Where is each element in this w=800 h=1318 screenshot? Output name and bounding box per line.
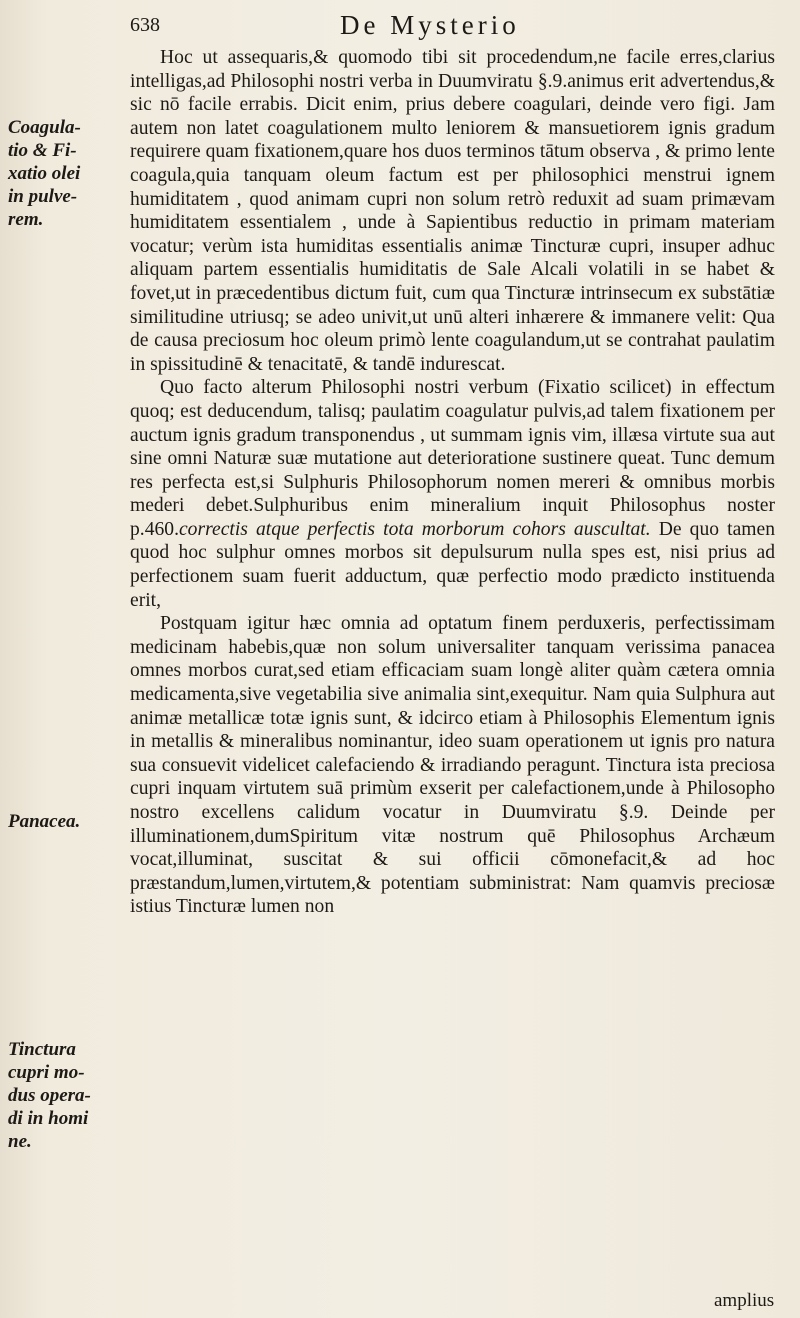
text-run: Hoc ut assequaris,& quomodo tibi sit procedendum,ne facile erres,clarius intelligas,ad Philosophi nostri verba in Duumviratu §.9.animus erit advertendus,& sic nō facile errabis. Dicit enim, prius debere coagulari, deinde vero figi. Jam autem non latet coagulationem multo leniorem & mansuetiorem ignis gradum requirere quam fixationem,quare hos duos terminos tātum observa , & primo lente coagula,quia tanquam oleum factum est per philosophici menstrui ignem humiditatem , quod animam cupri non solum retrò reduxit ad suam primævam humiditatem essentialem , unde à Sapientibus reductio in primam materiam vocatur; verùm ista humiditas essentialis animæ Tincturæ cupri, insuper adhuc aliquam partem essentialis humiditatis de Sale Alcali volatili in se habet & fovet,ut in præcedentibus dictum fuit, cum qua Tincturæ intrinsecum ex substātiæ similitudine utriusq; se adeo univit,ut unū alteri inhærere & immanere velit: Qua de causa preciosum hoc oleum primò lente coagulandum,ut se contrahat paulatim in spissitudinē & tenacitatē, & tandē indurescat. [130, 47, 775, 375]
body-text [130, 46, 775, 919]
running-title: De Mysterio [340, 10, 520, 40]
margin-note-coagulatio [8, 116, 126, 231]
margin-note-line: Coagula- [8, 117, 81, 138]
page-number: 638 [130, 14, 160, 36]
text-run: De quo tamen quod hoc sulphur omnes morbos sit depulsurum nulla spes est, nisi prius ad perfectionem suam fuerit adductum, quæ perfectio modo prædicto instituenda erit, [130, 518, 775, 611]
margin-note-line: cupri mo- [8, 1062, 85, 1083]
margin-note-line: ne. [8, 1131, 32, 1152]
margin-note-line: di in homi [8, 1108, 89, 1129]
catchword: amplius [714, 1290, 775, 1311]
paragraph [130, 376, 775, 612]
paragraph [130, 46, 775, 376]
margin-note-line: tio & Fi- [8, 140, 77, 161]
margin-note-tinctura [8, 1038, 126, 1153]
margin-note-line: Tinctura [8, 1039, 76, 1060]
margin-note-line: Panacea. [8, 811, 81, 832]
paragraph [130, 612, 775, 919]
margin-note-panacea [8, 810, 126, 833]
text-run: Postquam igitur hæc omnia ad optatum finem perduxeris, perfectissimam medicinam habebis,quæ non solum universaliter tanquam verissima panacea omnes morbos curat,sed etiam efficaciam suam longè aliter quàm cætera omnia medicamenta,sive vegetabilia sive animalia sint,exequitur. Nam quia Sulphura aut animæ metallicæ totæ ignis sunt, & idcirco etiam à Philosophis Elementum ignis in metallis & mineralibus nominantur, ideo suam operationem ut ignis pro natura sua consuevit videlicet calefaciendo & irradiando peragunt. Tinctura ista preciosa cupri inquam virtutem suā primùm exserit per calefactionem,unde à Philosopho nostro excellens calidum vocatur in Duumviratu §.9. Deinde per illuminationem,dumSpiritum vitæ nostrum quē Philosophus Archæum vocat,illuminat, suscitat & sui officii cōmonefacit,& ad hoc præstandum,lumen,virtutem,& potentiam subministrat: Nam quamvis preciosæ istius Tincturæ lumen non [130, 613, 775, 918]
margin-note-line: dus opera- [8, 1085, 91, 1106]
italic-quotation: correctis atque perfectis tota morborum cohors auscultat. [178, 518, 651, 540]
margin-note-line: rem. [8, 209, 44, 230]
text-run: Quo facto alterum Philosophi nostri verbum (Fixatio scilicet) in effectum quoq; est deducendum, talisq; paulatim coagulatur pulvis,ad talem fixationem per auctum ignis gradum transponendus , ut summam ignis vim, illæsa virtute sua aut sine omni Naturæ suæ mutatione aut deterioratione sustinere queat. Tunc demum res perfecta est,si Sulphuris Philosophorum nomen mereri & omnibus morbis mederi debet.Sulphuribus enim mineralium inquit Philosophus noster p.460. [130, 377, 775, 540]
page-header [130, 10, 770, 44]
margin-note-line: in pulve- [8, 186, 78, 207]
margin-note-line: xatio olei [8, 163, 81, 184]
